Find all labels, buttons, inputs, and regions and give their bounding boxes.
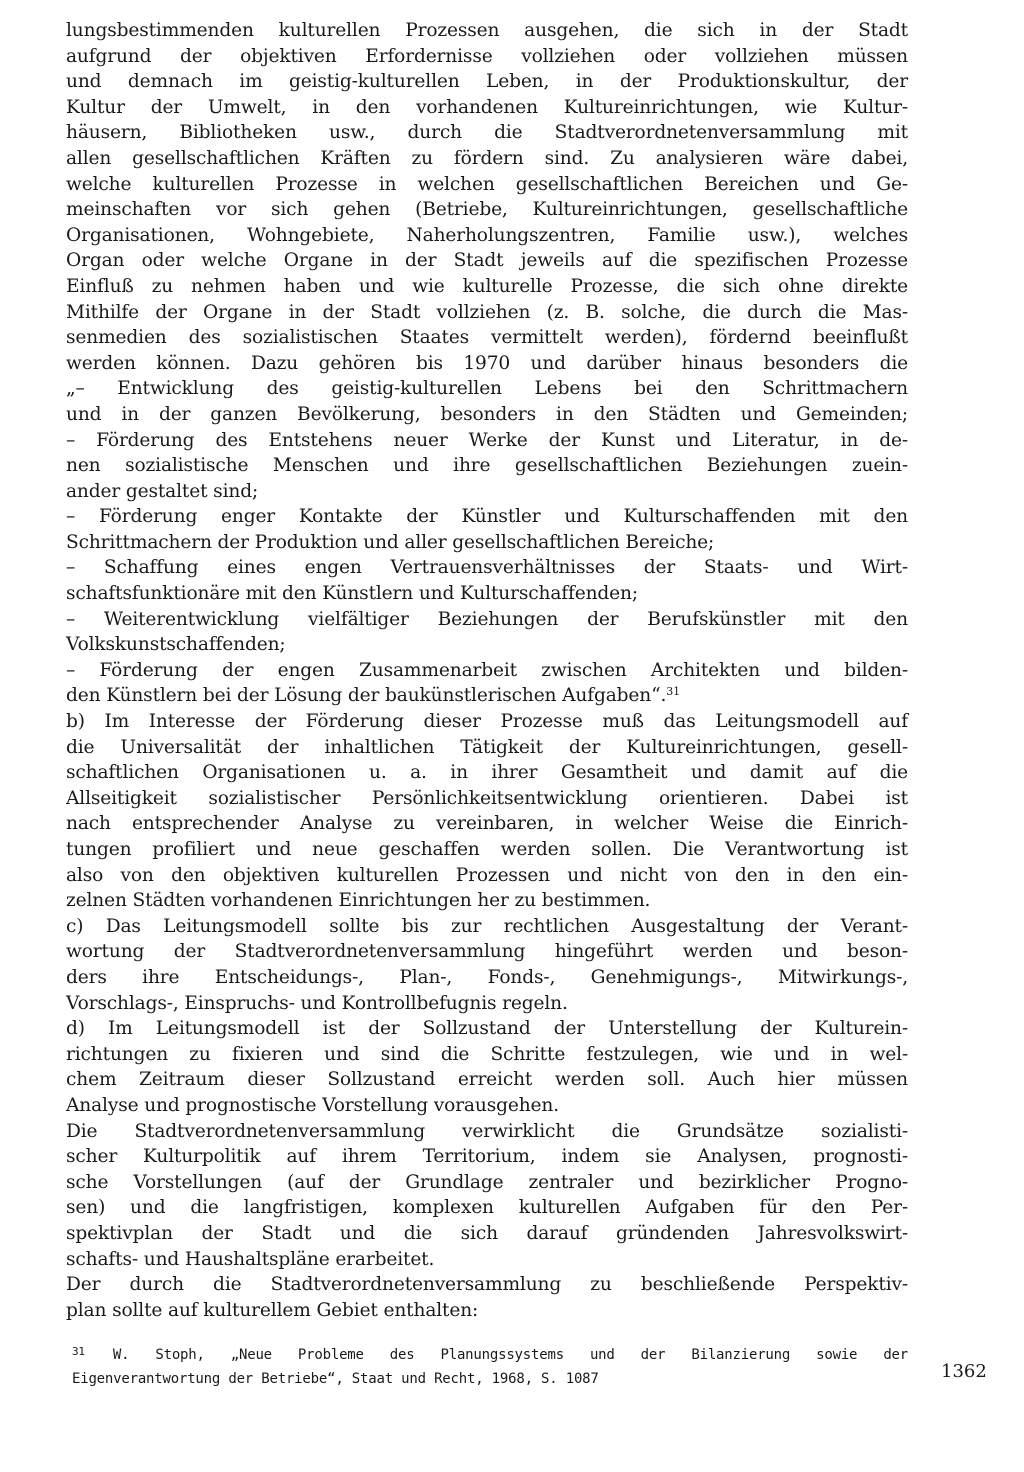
footnote-number: 31	[72, 1345, 85, 1358]
text-line: richtungen zu fixieren und sind die Schritte festzulegen, wie und in wel-	[66, 1043, 908, 1065]
text-line: plan sollte auf kulturellem Gebiet enthalten:	[66, 1299, 479, 1321]
footnote-text-2: Eigenverantwortung der Betriebe“, Staat und Recht, 1968, S. 1087	[72, 1371, 599, 1387]
document-page	[66, 18, 908, 1323]
text-line: tungen profiliert und neue geschaffen werden sollen. Die Verantwortung ist	[66, 839, 908, 860]
text-line: Vorschlags-, Einspruchs- und Kontrollbefugnis regeln.	[66, 992, 568, 1014]
quote-item-line: „– Entwicklung des geistig-kulturellen Lebens bei den Schrittmachern	[66, 378, 908, 400]
text-line: Mithilfe der Organe in der Stadt vollziehen (z. B. solche, die durch die Mas-	[66, 301, 908, 323]
text-line: Der durch die Stadtverordnetenversammlung zu beschließende Perspektiv-	[66, 1274, 908, 1296]
footnote-text-1: W. Stoph, „Neue Probleme des Planungssystems und der Bilanzierung sowie der	[112, 1347, 908, 1363]
footnote-reference: 31	[666, 685, 680, 699]
text-line: Analyse und prognostische Vorstellung vorausgehen.	[66, 1094, 559, 1116]
text-line: Organ oder welche Organe in der Stadt jeweils auf die spezifischen Prozesse	[66, 250, 908, 272]
text-line: und demnach im geistig-kulturellen Leben, in der Produktionskultur, der	[66, 71, 908, 93]
text-line: Allseitigkeit sozialistischer Persönlichkeitsentwicklung orientieren. Dabei ist	[66, 787, 908, 809]
quote-item-line: Volkskunstschaffenden;	[66, 634, 286, 656]
quote-end-text: den Künstlern bei der Lösung der baukünstlerischen Aufgaben“.	[66, 685, 667, 707]
footnote	[72, 1340, 908, 1391]
text-line: sen) und die langfristigen, komplexen kulturellen Aufgaben für den Per-	[66, 1197, 908, 1219]
text-line: b) Im Interesse der Förderung dieser Prozesse muß das Leitungsmodell auf	[66, 711, 908, 733]
text-line: Organisationen, Wohngebiete, Naherholungszentren, Familie usw.), welches	[66, 224, 908, 246]
quote-item-line: nen sozialistische Menschen und ihre gesellschaftlichen Beziehungen zuein-	[66, 455, 908, 477]
text-line: senmedien des sozialistischen Staates vermittelt werden), fördernd beeinflußt	[66, 327, 908, 349]
quote-item-line: ander gestaltet sind;	[66, 480, 259, 502]
text-line: die Universalität der inhaltlichen Tätigkeit der Kultureinrichtungen, gesell-	[66, 736, 908, 758]
quote-item-line: – Weiterentwicklung vielfältiger Beziehungen der Berufskünstler mit den	[66, 608, 908, 630]
quote-end-line	[66, 683, 908, 709]
text-line: zelnen Städten vorhandenen Einrichtungen her zu bestimmen.	[66, 890, 651, 912]
text-line: schaftlichen Organisationen u. a. in ihrer Gesamtheit und damit auf die	[66, 762, 908, 784]
quote-item-line: – Förderung enger Kontakte der Künstler und Kulturschaffenden mit den	[66, 506, 908, 528]
text-line: Die Stadtverordnetenversammlung verwirklicht die Grundsätze sozialisti-	[66, 1120, 908, 1142]
quote-item-line: Schrittmachern der Produktion und aller gesellschaftlichen Bereiche;	[66, 531, 715, 553]
text-line: c) Das Leitungsmodell sollte bis zur rechtlichen Ausgestaltung der Verant-	[66, 915, 908, 937]
text-line: also von den objektiven kulturellen Prozessen und nicht von den in den ein-	[66, 864, 908, 886]
text-line: d) Im Leitungsmodell ist der Sollzustand der Unterstellung der Kulturein-	[66, 1018, 908, 1040]
text-line: Kultur der Umwelt, in den vorhandenen Kultureinrichtungen, wie Kultur-	[66, 96, 908, 118]
text-line: spektivplan der Stadt und die sich darauf gründenden Jahresvolkswirt-	[66, 1222, 908, 1244]
text-line: aufgrund der objektiven Erfordernisse vollziehen oder vollziehen müssen	[66, 45, 908, 67]
text-line: meinschaften vor sich gehen (Betriebe, Kultureinrichtungen, gesellschaftliche	[66, 199, 908, 221]
text-line: chem Zeitraum dieser Sollzustand erreicht werden soll. Auch hier müssen	[66, 1069, 908, 1091]
text-line: häusern, Bibliotheken usw., durch die Stadtverordnetenversammlung mit	[66, 122, 908, 144]
quote-item-line: und in der ganzen Bevölkerung, besonders in den Städten und Gemeinden;	[66, 403, 908, 425]
text-line: scher Kulturpolitik auf ihrem Territorium, indem sie Analysen, prognosti-	[66, 1146, 908, 1168]
text-line: ders ihre Entscheidungs-, Plan-, Fonds-, Genehmigungs-, Mitwirkungs-,	[66, 966, 908, 988]
text-line: allen gesellschaftlichen Kräften zu fördern sind. Zu analysieren wäre dabei,	[66, 147, 908, 169]
quote-item-line: – Schaffung eines engen Vertrauensverhältnisses der Staats- und Wirt-	[66, 557, 908, 579]
quote-item-line: – Förderung des Entstehens neuer Werke der Kunst und Literatur, in de-	[66, 429, 908, 451]
text-line: sche Vorstellungen (auf der Grundlage zentraler und bezirklicher Progno-	[66, 1171, 908, 1193]
text-line: werden können. Dazu gehören bis 1970 und darüber hinaus besonders die	[66, 352, 908, 374]
text-line: welche kulturellen Prozesse in welchen gesellschaftlichen Bereichen und Ge-	[66, 173, 908, 195]
quote-item-line: – Förderung der engen Zusammenarbeit zwischen Architekten und bilden-	[66, 659, 908, 681]
text-line: lungsbestimmenden kulturellen Prozessen ausgehen, die sich in der Stadt	[66, 20, 908, 41]
footnote-line	[72, 1340, 908, 1367]
text-line: nach entsprechender Analyse zu vereinbaren, in welcher Weise die Einrich-	[66, 813, 908, 835]
text-line: Einfluß zu nehmen haben und wie kulturelle Prozesse, die sich ohne direkte	[66, 275, 908, 297]
page-number: 1362	[941, 1361, 987, 1382]
quote-item-line: schaftsfunktionäre mit den Künstlern und Kulturschaffenden;	[66, 583, 638, 605]
text-line: wortung der Stadtverordnetenversammlung hingeführt werden und beson-	[66, 941, 908, 963]
text-line: schafts- und Haushaltspläne erarbeitet.	[66, 1248, 435, 1270]
